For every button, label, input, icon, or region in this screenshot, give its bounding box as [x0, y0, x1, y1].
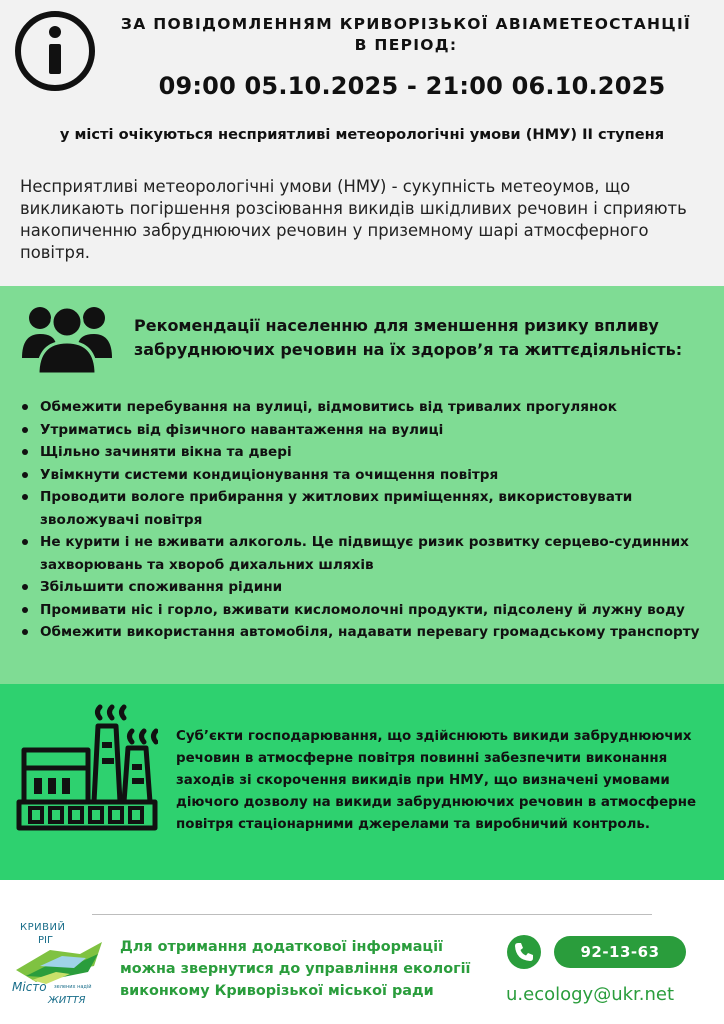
page-title: ЗА ПОВІДОМЛЕННЯМ КРИВОРІЗЬКОЇ АВІАМЕТЕОСТАНЦІЇ В ПЕРІОД:: [120, 15, 692, 54]
footer: [0, 880, 724, 1024]
logo-text: зелених надій: [54, 984, 92, 990]
logo-text: РІГ: [38, 935, 54, 946]
logo-text: ЖИТТЯ: [48, 995, 86, 1006]
logo-text: Місто: [12, 980, 47, 994]
recommendations-list: [18, 396, 710, 644]
footer-divider: [92, 914, 652, 915]
list-item: Проводити вологе прибирання у житлових приміщеннях, використовувати зволожувачі повітря: [18, 486, 710, 531]
phone-number[interactable]: 92-13-63: [554, 936, 686, 968]
alert-subtitle: у місті очікуються несприятливі метеорологічні умови (НМУ) ІІ ступеня: [59, 126, 665, 143]
list-item: Щільно зачиняти вікна та двері: [18, 441, 710, 464]
info-icon: [14, 10, 96, 92]
logo-text: КРИВИЙ: [20, 922, 66, 933]
business-section: [0, 684, 724, 880]
list-item: Збільшити споживання рідини: [18, 576, 710, 599]
contact-info-text: Для отримання додаткової інформації можна звернутися до управління екології виконкому Криворізької міської ради: [120, 939, 471, 999]
alert-period: 09:00 05.10.2025 - 21:00 06.10.2025: [158, 72, 666, 100]
list-item: Обмежити використання автомобіля, надавати перевагу громадському транспорту: [18, 621, 710, 644]
list-item: Обмежити перебування на вулиці, відмовитись від тривалих прогулянок: [18, 396, 710, 419]
recommendations-title: Рекомендації населенню для зменшення ризику впливу забруднюючих речовин на їх здоров’я та життєдіяльність:: [134, 316, 683, 359]
city-logo: [10, 920, 110, 1016]
nmu-definition: Несприятливі метеорологічні умови (НМУ) - сукупність метеоумов, що викликають погіршення розсіювання викидів шкідливих речовин і сприяють накопиченню забруднюючих речовин у приземному шарі атмосферного повітря.: [20, 177, 687, 262]
phone-icon: [506, 934, 542, 970]
email-link[interactable]: u.ecology@ukr.net: [506, 984, 675, 1005]
alert-header-section: [0, 0, 724, 286]
list-item: Утриматись від фізичного навантаження на вулиці: [18, 419, 710, 442]
recommendations-section: [0, 286, 724, 684]
list-item: Промивати ніс і горло, вживати кисломолочні продукти, підсолену й лужну воду: [18, 599, 710, 622]
factory-icon: [16, 702, 158, 832]
business-obligations-text: Суб’єкти господарювання, що здійснюють викиди забруднюючих речовин в атмосферне повітря повинні забезпечити виконання заходів зі скорочення викидів при НМУ, що визначені умовами діючого дозволу на викиди забруднюючих речовин в атмосферне повітря стаціонарними джерелами та виробничий контроль.: [176, 729, 697, 832]
list-item: Увімкнути системи кондиціонування та очищення повітря: [18, 464, 710, 487]
list-item: Не курити і не вживати алкоголь. Це підвищує ризик розвитку серцево-судинних захворювань та хвороб дихальних шляхів: [18, 531, 710, 576]
people-icon: [20, 300, 114, 374]
